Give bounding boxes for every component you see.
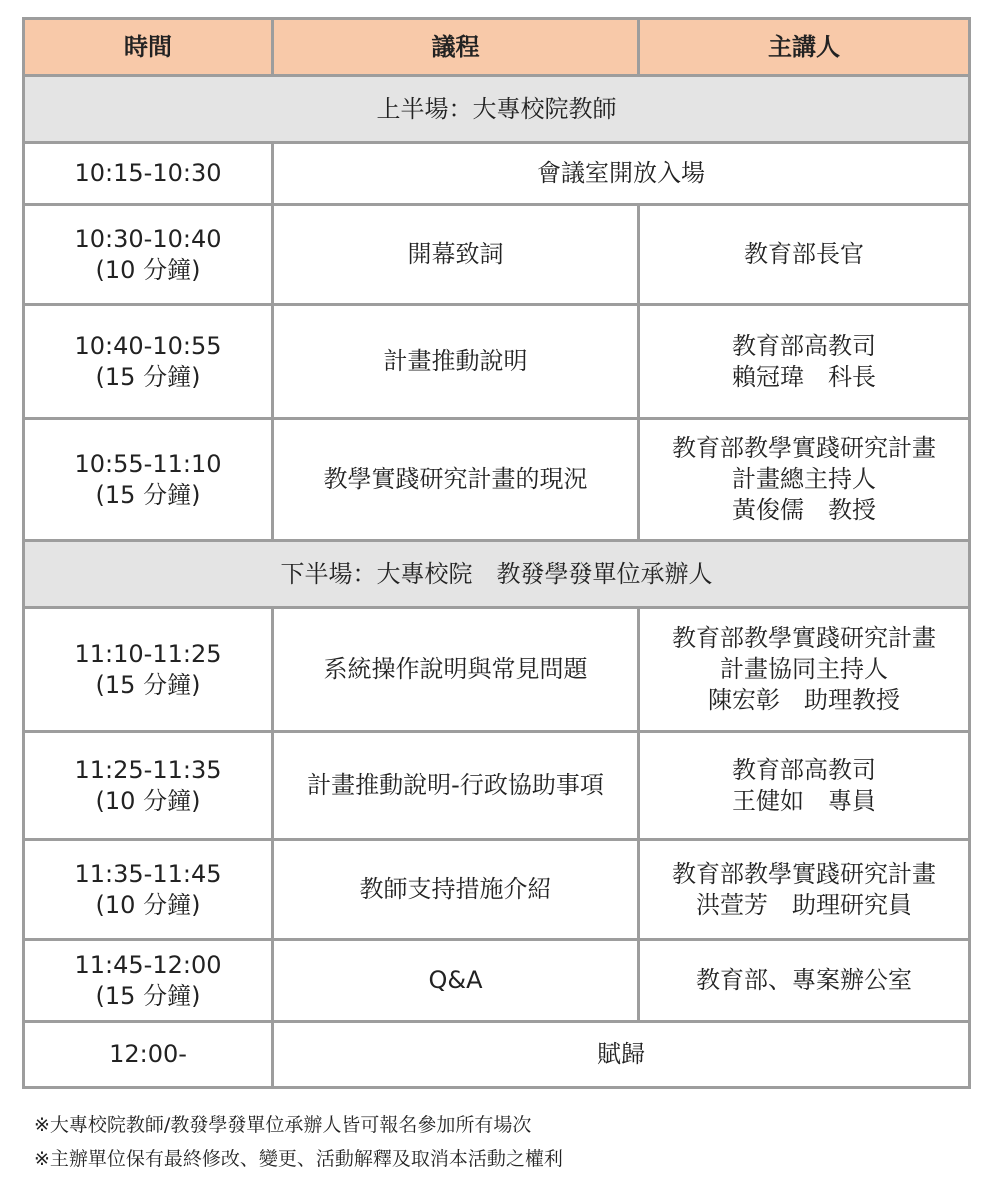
speaker-line: 洪萱芳 助理研究員 [696,890,912,919]
time-cell [24,305,273,419]
speaker-line: 教育部教學實踐研究計畫 [672,624,936,652]
speaker-line: 教育部高教司 [732,755,876,784]
section-title-first: 上半場：大專校院教師 [24,76,970,143]
time-range: 12:00- [109,1040,187,1068]
speaker-cell [639,419,970,541]
time-range: 10:15-10:30 [74,159,222,187]
speaker-line: 教育部、專案辦公室 [696,966,912,994]
table-row [24,608,970,732]
agenda-table [22,17,971,1089]
agenda-cell: 會議室開放入場 [273,143,970,205]
time-cell [24,732,273,840]
speaker-line: 計畫總主持人 [732,465,876,493]
agenda-cell: 計畫推動說明 [273,305,639,419]
agenda-cell: 教師支持措施介紹 [273,840,639,940]
speaker-line: 計畫協同主持人 [720,655,888,683]
speaker-line: 王健如 專員 [732,786,876,815]
time-cell [24,143,273,205]
speaker-cell [639,305,970,419]
time-range: 11:35-11:45 [74,859,222,888]
duration: (10 分鐘) [95,786,201,815]
header-agenda: 議程 [273,19,639,76]
table-row [24,840,970,940]
duration: (15 分鐘) [95,670,201,699]
time-range: 10:30-10:40 [74,224,222,253]
speaker-line: 賴冠瑋 科長 [732,362,876,391]
header-speaker: 主講人 [639,19,970,76]
agenda-cell: 計畫推動說明-行政協助事項 [273,732,639,840]
time-range: 11:45-12:00 [74,950,222,979]
header-time: 時間 [24,19,273,76]
section-row [24,76,970,143]
agenda-cell: 系統操作說明與常見問題 [273,608,639,732]
table-row [24,305,970,419]
table-row [24,1022,970,1088]
duration: (10 分鐘) [95,890,201,919]
table-row [24,143,970,205]
footnotes [34,1108,563,1176]
time-cell [24,419,273,541]
time-range: 10:55-11:10 [74,449,222,478]
speaker-cell [639,732,970,840]
agenda-cell: Q&A [273,940,639,1022]
time-cell [24,840,273,940]
duration: (15 分鐘) [95,362,201,391]
speaker-cell [639,205,970,305]
section-title-second: 下半場：大專校院 教發學發單位承辦人 [24,541,970,608]
speaker-cell [639,840,970,940]
table-row [24,205,970,305]
table-row [24,940,970,1022]
speaker-line: 陳宏彰 助理教授 [708,686,900,714]
footnote: ※主辦單位保有最終修改、變更、活動解釋及取消本活動之權利 [34,1148,563,1170]
time-range: 11:25-11:35 [74,755,222,784]
speaker-line: 教育部長官 [744,240,864,268]
time-range: 11:10-11:25 [74,639,222,668]
speaker-line: 教育部教學實踐研究計畫 [672,859,936,888]
table-row [24,732,970,840]
time-cell [24,205,273,305]
speaker-cell [639,608,970,732]
time-cell [24,608,273,732]
table-row [24,419,970,541]
header-row [24,19,970,76]
time-range: 10:40-10:55 [74,331,222,360]
time-cell [24,1022,273,1088]
agenda-cell: 教學實踐研究計畫的現況 [273,419,639,541]
speaker-line: 黃俊儒 教授 [732,496,876,524]
time-cell [24,940,273,1022]
speaker-line: 教育部教學實踐研究計畫 [672,434,936,462]
agenda-cell: 開幕致詞 [273,205,639,305]
duration: (15 分鐘) [95,480,201,509]
footnote: ※大專校院教師/教發學發單位承辦人皆可報名參加所有場次 [34,1114,532,1136]
duration: (15 分鐘) [95,981,201,1010]
speaker-cell [639,940,970,1022]
duration: (10 分鐘) [95,255,201,284]
agenda-cell: 賦歸 [273,1022,970,1088]
speaker-line: 教育部高教司 [732,331,876,360]
section-row [24,541,970,608]
